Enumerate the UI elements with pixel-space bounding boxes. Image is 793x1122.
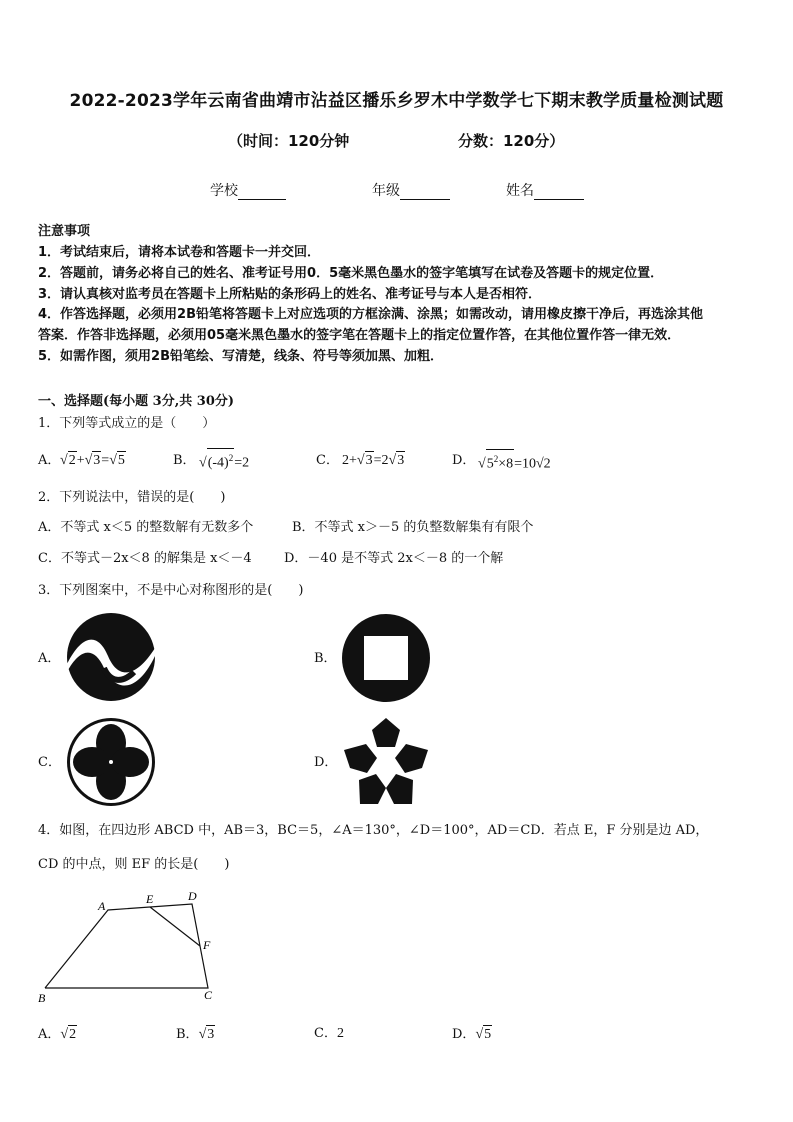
vertex-label: B [38,991,46,1005]
vertex-label: F [203,938,211,952]
math-term: =2 [373,453,389,468]
name-label: 姓名 [506,183,534,199]
note-item: 2．答题前，请务必将自己的姓名、准考证号用0．5毫米黑色墨水的签字笔填写在试卷及答题卡的规定位置． [38,266,664,281]
q2-option-b[interactable]: B．不等式 x＞－5 的负整数解集有有限个 [292,520,534,535]
option-label: A． [38,453,61,468]
q1-c-expression: 2+√3=2√3 [342,453,405,468]
q2-option-d[interactable]: D．－40 是不等式 2x＜－8 的一个解 [284,551,504,566]
note-item: 3．请认真核对监考员在答题卡上所粘贴的条形码上的姓名、准考证号与本人是否相符． [38,287,542,302]
q1-option-a[interactable] [38,452,60,470]
q4-option-b[interactable]: B．√3 [176,1027,215,1042]
school-field [210,180,286,200]
note-item: 1．考试结束后，请将本试卷和答题卡一并交回． [38,245,321,260]
notes-heading: 注意事项 [38,224,91,239]
math-term: =2 [234,455,250,471]
math-term: 2+ [342,453,357,468]
q3-stem: 3．下列图案中，不是中心对称图形的是( ) [38,583,304,598]
math-term: 3 [207,1027,215,1042]
q4-option-c[interactable] [314,1025,344,1043]
vertex-label: D [188,889,197,903]
note-item: 5．如需作图，须用2B铅笔绘、写清楚，线条、符号等须加黑、加粗． [38,349,443,364]
section-heading: 一、选择题(每小题 3分,共 30分) [38,394,235,409]
q1-option-c[interactable] [316,452,339,470]
math-term: 2 [336,1026,344,1041]
grade-field [372,180,450,200]
q4-option-a[interactable]: A．√2 [38,1027,77,1042]
q2-stem: 2．下列说法中，错误的是( ) [38,490,226,505]
name-field [506,180,584,200]
q4-stem-line2: CD 的中点，则 EF 的长是( ) [38,857,230,872]
figure-c-petal-circle [64,716,158,808]
vertex-label: E [146,892,154,906]
q1-a-expression: √2+√3=√5 [60,453,125,468]
grade-label: 年级 [372,183,400,199]
name-blank[interactable] [534,185,584,200]
q1-option-b[interactable] [173,452,196,470]
math-term: =10√2 [514,456,551,472]
option-label: A． [38,1027,61,1042]
math-term: 2 [69,1027,77,1042]
note-item: 4．作答选择题，必须用2B铅笔将答题卡上对应选项的方框涂满、涂黑；如需改动，请用橡皮擦干净后，再选涂其他 [38,307,704,322]
q2-option-a[interactable]: A．不等式 x＜5 的整数解有无数多个 [38,520,254,535]
q3-option-c[interactable]: C． [38,755,61,770]
q4-stem-line1: 4．如图，在四边形 ABCD 中，AB＝3，BC＝5，∠A＝130°，∠D＝100°，AD＝CD．若点 E，F 分别是边 AD， [38,823,709,838]
school-label: 学校 [210,183,238,199]
figure-d-pentagon-flower [340,716,432,808]
quadrilateral-figure [30,886,230,1010]
q3-option-a[interactable]: A． [38,651,61,666]
note-item: 答案．作答非选择题，必须用05毫米黑色墨水的签字笔在答题卡上的指定位置作答，在其他位置作答一律无效． [38,328,681,343]
option-label: C． [314,1026,337,1041]
vertex-label: C [204,988,213,1002]
q1-stem: 1．下列等式成立的是（ ） [38,416,216,431]
q2-option-c[interactable]: C．不等式－2x＜8 的解集是 x＜－4 [38,551,252,566]
vertex-label: A [98,899,106,913]
figure-a-wave-circle [64,612,158,702]
page-title: 2022-2023学年云南省曲靖市沾益区播乐乡罗木中学数学七下期末教学质量检测试题 [69,91,724,111]
option-label: D． [452,453,476,468]
option-label: D． [452,1027,476,1042]
q1-d-expression: $√5^2\times 8=10√2$ [478,449,551,474]
math-term: 5 [484,1027,492,1042]
q1-b-expression: $√(-4)^2=2$ [199,448,249,473]
option-label: B． [176,1027,199,1042]
exam-score: 分数：120分） [458,132,565,150]
option-label: C． [316,453,339,468]
q1-option-d[interactable] [452,452,475,470]
grade-blank[interactable] [400,185,450,200]
option-label: B． [173,453,196,468]
q3-option-b[interactable]: B． [314,651,337,666]
school-blank[interactable] [238,185,286,200]
exam-time: （时间：120分钟 [228,132,350,150]
q3-option-d[interactable]: D． [314,755,338,770]
figure-b-square-circle [340,614,432,702]
q4-option-d[interactable]: D．√5 [452,1027,492,1042]
